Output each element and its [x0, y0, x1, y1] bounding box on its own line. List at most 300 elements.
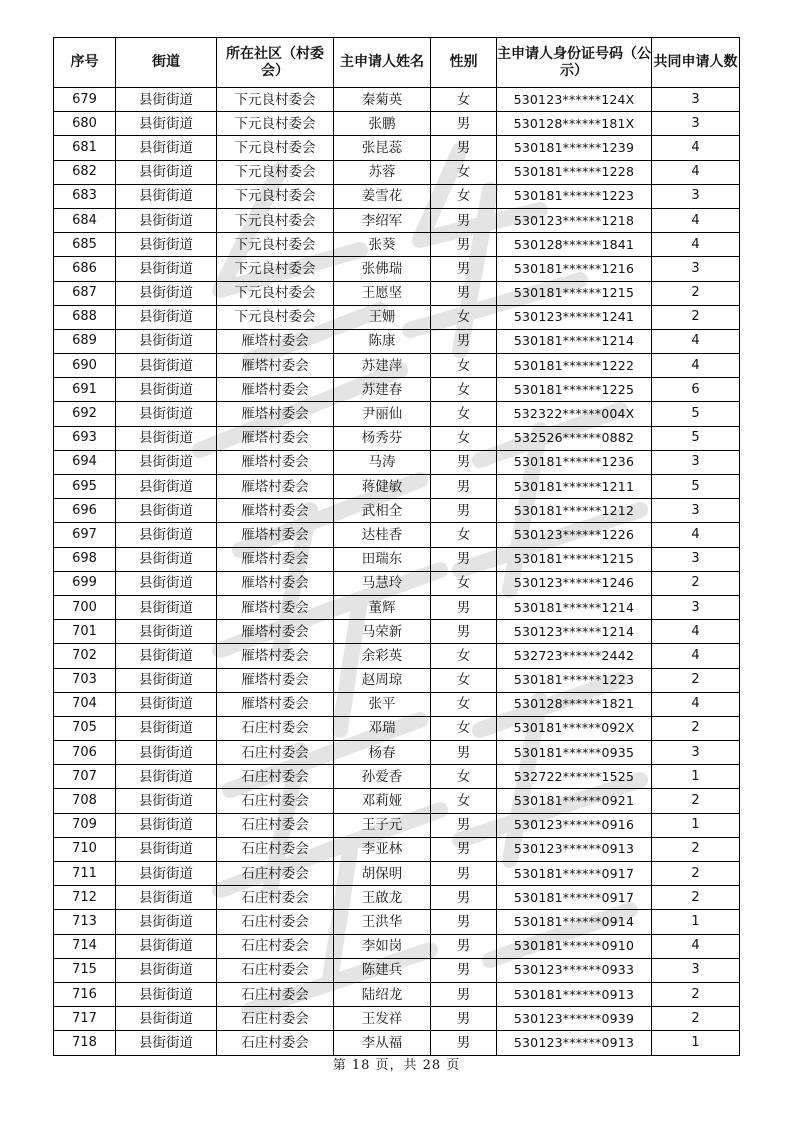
- cell-co-applicants: 2: [652, 886, 740, 910]
- table-row: [54, 571, 740, 595]
- cell-seq: 708: [54, 789, 116, 813]
- cell-street: 县街街道: [116, 378, 217, 402]
- cell-name: 孙爱香: [334, 765, 431, 789]
- cell-seq: 707: [54, 765, 116, 789]
- table-row: [54, 402, 740, 426]
- cell-name: 陈康: [334, 329, 431, 353]
- cell-seq: 713: [54, 910, 116, 934]
- cell-seq: 695: [54, 475, 116, 499]
- cell-street: 县街街道: [116, 571, 217, 595]
- table-row: [54, 910, 740, 934]
- cell-co-applicants: 2: [652, 789, 740, 813]
- cell-co-applicants: 2: [652, 305, 740, 329]
- cell-community: 下元良村委会: [217, 112, 334, 136]
- cell-street: 县街街道: [116, 354, 217, 378]
- cell-id-number: 530123******0916: [497, 813, 652, 837]
- cell-street: 县街街道: [116, 523, 217, 547]
- cell-community: 石庄村委会: [217, 1007, 334, 1031]
- cell-street: 县街街道: [116, 426, 217, 450]
- cell-co-applicants: 4: [652, 354, 740, 378]
- cell-gender: 女: [431, 765, 497, 789]
- cell-gender: 男: [431, 934, 497, 958]
- cell-street: 县街街道: [116, 716, 217, 740]
- header-street: 街道: [116, 38, 217, 88]
- cell-gender: 女: [431, 716, 497, 740]
- cell-community: 下元良村委会: [217, 233, 334, 257]
- cell-seq: 682: [54, 160, 116, 184]
- cell-co-applicants: 4: [652, 644, 740, 668]
- cell-id-number: 530123******0913: [497, 837, 652, 861]
- cell-community: 雁塔村委会: [217, 378, 334, 402]
- cell-name: 苏建萍: [334, 354, 431, 378]
- cell-name: 李绍军: [334, 208, 431, 232]
- cell-street: 县街街道: [116, 233, 217, 257]
- cell-street: 县街街道: [116, 329, 217, 353]
- cell-id-number: 530123******1241: [497, 305, 652, 329]
- cell-id-number: 530123******0913: [497, 1031, 652, 1055]
- cell-street: 县街街道: [116, 281, 217, 305]
- table-row: [54, 789, 740, 813]
- cell-co-applicants: 2: [652, 1007, 740, 1031]
- cell-seq: 718: [54, 1031, 116, 1055]
- cell-co-applicants: 3: [652, 184, 740, 208]
- cell-street: 县街街道: [116, 112, 217, 136]
- cell-seq: 684: [54, 208, 116, 232]
- cell-street: 县街街道: [116, 208, 217, 232]
- cell-gender: 男: [431, 741, 497, 765]
- cell-co-applicants: 4: [652, 620, 740, 644]
- cell-id-number: 530123******124X: [497, 88, 652, 112]
- cell-id-number: 530181******0917: [497, 862, 652, 886]
- cell-seq: 681: [54, 136, 116, 160]
- cell-community: 石庄村委会: [217, 837, 334, 861]
- header-gender: 性别: [431, 38, 497, 88]
- cell-name: 陈建兵: [334, 958, 431, 982]
- cell-community: 下元良村委会: [217, 160, 334, 184]
- cell-seq: 714: [54, 934, 116, 958]
- cell-id-number: 532722******1525: [497, 765, 652, 789]
- table-row: [54, 547, 740, 571]
- cell-id-number: 530181******0914: [497, 910, 652, 934]
- cell-seq: 716: [54, 982, 116, 1006]
- cell-seq: 715: [54, 958, 116, 982]
- cell-id-number: 530181******1212: [497, 499, 652, 523]
- cell-gender: 男: [431, 329, 497, 353]
- cell-co-applicants: 6: [652, 378, 740, 402]
- cell-gender: 女: [431, 644, 497, 668]
- table-row: [54, 958, 740, 982]
- cell-community: 雁塔村委会: [217, 644, 334, 668]
- cell-name: 陆绍龙: [334, 982, 431, 1006]
- cell-seq: 702: [54, 644, 116, 668]
- cell-street: 县街街道: [116, 886, 217, 910]
- cell-co-applicants: 5: [652, 426, 740, 450]
- cell-gender: 男: [431, 595, 497, 619]
- cell-seq: 686: [54, 257, 116, 281]
- cell-name: 张葵: [334, 233, 431, 257]
- cell-id-number: 530181******0910: [497, 934, 652, 958]
- cell-gender: 女: [431, 571, 497, 595]
- cell-community: 石庄村委会: [217, 982, 334, 1006]
- cell-street: 县街街道: [116, 644, 217, 668]
- cell-id-number: 530123******0933: [497, 958, 652, 982]
- cell-seq: 710: [54, 837, 116, 861]
- cell-name: 李亚林: [334, 837, 431, 861]
- cell-community: 雁塔村委会: [217, 354, 334, 378]
- cell-id-number: 532322******004X: [497, 402, 652, 426]
- cell-street: 县街街道: [116, 160, 217, 184]
- cell-street: 县街街道: [116, 813, 217, 837]
- cell-seq: 706: [54, 741, 116, 765]
- cell-community: 雁塔村委会: [217, 547, 334, 571]
- cell-seq: 694: [54, 450, 116, 474]
- cell-seq: 691: [54, 378, 116, 402]
- table-row: [54, 692, 740, 716]
- cell-community: 下元良村委会: [217, 136, 334, 160]
- cell-id-number: 530123******0939: [497, 1007, 652, 1031]
- cell-id-number: 530123******1246: [497, 571, 652, 595]
- cell-gender: 男: [431, 910, 497, 934]
- cell-community: 石庄村委会: [217, 741, 334, 765]
- cell-seq: 697: [54, 523, 116, 547]
- cell-id-number: 530181******1214: [497, 329, 652, 353]
- cell-seq: 699: [54, 571, 116, 595]
- cell-id-number: 530181******0917: [497, 886, 652, 910]
- cell-name: 杨春: [334, 741, 431, 765]
- cell-co-applicants: 2: [652, 837, 740, 861]
- cell-gender: 男: [431, 136, 497, 160]
- cell-gender: 女: [431, 668, 497, 692]
- cell-seq: 711: [54, 862, 116, 886]
- cell-street: 县街街道: [116, 136, 217, 160]
- cell-street: 县街街道: [116, 184, 217, 208]
- table-row: [54, 886, 740, 910]
- cell-id-number: 530181******0935: [497, 741, 652, 765]
- table-row: [54, 862, 740, 886]
- cell-id-number: 530181******0913: [497, 982, 652, 1006]
- cell-community: 雁塔村委会: [217, 450, 334, 474]
- cell-id-number: 530181******1239: [497, 136, 652, 160]
- cell-name: 王啟龙: [334, 886, 431, 910]
- table-row: [54, 741, 740, 765]
- cell-seq: 689: [54, 329, 116, 353]
- cell-street: 县街街道: [116, 499, 217, 523]
- cell-gender: 男: [431, 281, 497, 305]
- cell-community: 石庄村委会: [217, 862, 334, 886]
- cell-seq: 709: [54, 813, 116, 837]
- cell-gender: 男: [431, 1031, 497, 1055]
- table-body: [54, 88, 740, 1056]
- cell-seq: 687: [54, 281, 116, 305]
- cell-id-number: 530181******1211: [497, 475, 652, 499]
- cell-seq: 701: [54, 620, 116, 644]
- table-row: [54, 281, 740, 305]
- table-row: [54, 426, 740, 450]
- cell-co-applicants: 2: [652, 862, 740, 886]
- cell-id-number: 530181******1228: [497, 160, 652, 184]
- cell-seq: 692: [54, 402, 116, 426]
- cell-co-applicants: 1: [652, 765, 740, 789]
- cell-co-applicants: 4: [652, 692, 740, 716]
- header-applicant-name: 主申请人姓名: [334, 38, 431, 88]
- cell-gender: 女: [431, 523, 497, 547]
- table-row: [54, 475, 740, 499]
- cell-gender: 男: [431, 837, 497, 861]
- cell-seq: 705: [54, 716, 116, 740]
- table-row: [54, 934, 740, 958]
- cell-name: 姜雪花: [334, 184, 431, 208]
- cell-name: 李如岗: [334, 934, 431, 958]
- cell-street: 县街街道: [116, 741, 217, 765]
- cell-seq: 679: [54, 88, 116, 112]
- cell-name: 尹丽仙: [334, 402, 431, 426]
- cell-gender: 女: [431, 378, 497, 402]
- cell-seq: 703: [54, 668, 116, 692]
- cell-name: 张平: [334, 692, 431, 716]
- header-community: 所在社区（村委会）: [217, 38, 334, 88]
- cell-gender: 男: [431, 475, 497, 499]
- cell-id-number: 530128******181X: [497, 112, 652, 136]
- cell-name: 张佛瑞: [334, 257, 431, 281]
- cell-community: 石庄村委会: [217, 958, 334, 982]
- table-row: [54, 208, 740, 232]
- table-row: [54, 305, 740, 329]
- cell-street: 县街街道: [116, 257, 217, 281]
- cell-community: 雁塔村委会: [217, 329, 334, 353]
- cell-community: 石庄村委会: [217, 910, 334, 934]
- cell-name: 武相全: [334, 499, 431, 523]
- cell-street: 县街街道: [116, 765, 217, 789]
- cell-community: 下元良村委会: [217, 208, 334, 232]
- cell-name: 王愿坚: [334, 281, 431, 305]
- cell-street: 县街街道: [116, 475, 217, 499]
- table-row: [54, 765, 740, 789]
- cell-name: 秦菊英: [334, 88, 431, 112]
- table-row: [54, 329, 740, 353]
- cell-co-applicants: 4: [652, 233, 740, 257]
- cell-community: 雁塔村委会: [217, 692, 334, 716]
- cell-gender: 女: [431, 426, 497, 450]
- cell-co-applicants: 4: [652, 523, 740, 547]
- cell-street: 县街街道: [116, 862, 217, 886]
- cell-name: 王姗: [334, 305, 431, 329]
- cell-gender: 男: [431, 547, 497, 571]
- cell-id-number: 532723******2442: [497, 644, 652, 668]
- cell-gender: 男: [431, 450, 497, 474]
- cell-co-applicants: 2: [652, 281, 740, 305]
- cell-name: 苏建春: [334, 378, 431, 402]
- cell-name: 董辉: [334, 595, 431, 619]
- cell-name: 田瑞东: [334, 547, 431, 571]
- cell-community: 石庄村委会: [217, 1031, 334, 1055]
- cell-name: 马荣新: [334, 620, 431, 644]
- cell-gender: 女: [431, 160, 497, 184]
- cell-seq: 712: [54, 886, 116, 910]
- cell-co-applicants: 3: [652, 741, 740, 765]
- cell-id-number: 530181******0921: [497, 789, 652, 813]
- cell-street: 县街街道: [116, 934, 217, 958]
- cell-id-number: 530123******1226: [497, 523, 652, 547]
- cell-street: 县街街道: [116, 692, 217, 716]
- cell-id-number: 530123******1218: [497, 208, 652, 232]
- cell-seq: 698: [54, 547, 116, 571]
- cell-gender: 男: [431, 208, 497, 232]
- cell-community: 雁塔村委会: [217, 426, 334, 450]
- cell-name: 余彩英: [334, 644, 431, 668]
- cell-id-number: 530181******1222: [497, 354, 652, 378]
- header-id-number: 主申请人身份证号码（公示）: [497, 38, 652, 88]
- table-row: [54, 1031, 740, 1055]
- cell-id-number: 530181******1216: [497, 257, 652, 281]
- cell-co-applicants: 3: [652, 958, 740, 982]
- cell-id-number: 530181******1223: [497, 184, 652, 208]
- cell-co-applicants: 3: [652, 547, 740, 571]
- cell-community: 下元良村委会: [217, 88, 334, 112]
- cell-co-applicants: 3: [652, 112, 740, 136]
- header-row: [54, 38, 740, 88]
- cell-street: 县街街道: [116, 620, 217, 644]
- cell-gender: 女: [431, 402, 497, 426]
- cell-street: 县街街道: [116, 595, 217, 619]
- cell-co-applicants: 1: [652, 910, 740, 934]
- cell-gender: 男: [431, 813, 497, 837]
- table-row: [54, 499, 740, 523]
- cell-id-number: 530128******1821: [497, 692, 652, 716]
- cell-street: 县街街道: [116, 450, 217, 474]
- cell-name: 张鹏: [334, 112, 431, 136]
- cell-community: 石庄村委会: [217, 934, 334, 958]
- table-row: [54, 523, 740, 547]
- cell-name: 胡保明: [334, 862, 431, 886]
- cell-street: 县街街道: [116, 305, 217, 329]
- cell-co-applicants: 4: [652, 934, 740, 958]
- cell-co-applicants: 2: [652, 668, 740, 692]
- cell-community: 石庄村委会: [217, 789, 334, 813]
- cell-seq: 717: [54, 1007, 116, 1031]
- table-row: [54, 450, 740, 474]
- cell-id-number: 530181******1225: [497, 378, 652, 402]
- cell-id-number: 530181******092X: [497, 716, 652, 740]
- cell-seq: 700: [54, 595, 116, 619]
- cell-gender: 男: [431, 112, 497, 136]
- cell-seq: 696: [54, 499, 116, 523]
- cell-name: 王发祥: [334, 1007, 431, 1031]
- cell-id-number: 530181******1215: [497, 281, 652, 305]
- cell-seq: 688: [54, 305, 116, 329]
- cell-co-applicants: 3: [652, 595, 740, 619]
- cell-community: 雁塔村委会: [217, 402, 334, 426]
- cell-street: 县街街道: [116, 402, 217, 426]
- cell-street: 县街街道: [116, 789, 217, 813]
- cell-co-applicants: 2: [652, 716, 740, 740]
- table-row: [54, 88, 740, 112]
- cell-id-number: 530181******1236: [497, 450, 652, 474]
- cell-street: 县街街道: [116, 910, 217, 934]
- cell-name: 杨秀芬: [334, 426, 431, 450]
- cell-co-applicants: 2: [652, 571, 740, 595]
- cell-community: 石庄村委会: [217, 765, 334, 789]
- cell-street: 县街街道: [116, 837, 217, 861]
- cell-co-applicants: 4: [652, 208, 740, 232]
- cell-gender: 男: [431, 233, 497, 257]
- cell-community: 下元良村委会: [217, 184, 334, 208]
- cell-community: 下元良村委会: [217, 257, 334, 281]
- cell-community: 下元良村委会: [217, 305, 334, 329]
- cell-gender: 男: [431, 862, 497, 886]
- cell-co-applicants: 1: [652, 1031, 740, 1055]
- cell-co-applicants: 5: [652, 402, 740, 426]
- cell-name: 王子元: [334, 813, 431, 837]
- cell-name: 苏蓉: [334, 160, 431, 184]
- cell-community: 雁塔村委会: [217, 523, 334, 547]
- cell-name: 邓莉娅: [334, 789, 431, 813]
- cell-gender: 男: [431, 982, 497, 1006]
- table-row: [54, 112, 740, 136]
- cell-gender: 男: [431, 886, 497, 910]
- header-co-applicants: 共同申请人数: [652, 38, 740, 88]
- cell-co-applicants: 2: [652, 982, 740, 1006]
- table-row: [54, 668, 740, 692]
- table-row: [54, 644, 740, 668]
- cell-street: 县街街道: [116, 1031, 217, 1055]
- cell-gender: 女: [431, 305, 497, 329]
- cell-seq: 683: [54, 184, 116, 208]
- cell-street: 县街街道: [116, 88, 217, 112]
- table-header: [54, 38, 740, 88]
- cell-name: 达桂香: [334, 523, 431, 547]
- cell-name: 张昆蕊: [334, 136, 431, 160]
- cell-name: 蒋健敏: [334, 475, 431, 499]
- cell-name: 赵周琼: [334, 668, 431, 692]
- table-row: [54, 184, 740, 208]
- cell-id-number: 530181******1223: [497, 668, 652, 692]
- cell-gender: 男: [431, 257, 497, 281]
- table-row: [54, 354, 740, 378]
- cell-name: 邓瑞: [334, 716, 431, 740]
- cell-co-applicants: 3: [652, 257, 740, 281]
- header-seq: 序号: [54, 38, 116, 88]
- table-row: [54, 813, 740, 837]
- cell-community: 石庄村委会: [217, 716, 334, 740]
- cell-community: 雁塔村委会: [217, 571, 334, 595]
- cell-gender: 女: [431, 692, 497, 716]
- table-row: [54, 1007, 740, 1031]
- cell-co-applicants: 1: [652, 813, 740, 837]
- cell-name: 李从福: [334, 1031, 431, 1055]
- cell-community: 雁塔村委会: [217, 620, 334, 644]
- table-row: [54, 136, 740, 160]
- cell-name: 马慧玲: [334, 571, 431, 595]
- cell-gender: 女: [431, 184, 497, 208]
- cell-id-number: 532526******0882: [497, 426, 652, 450]
- cell-seq: 690: [54, 354, 116, 378]
- cell-co-applicants: 4: [652, 329, 740, 353]
- cell-street: 县街街道: [116, 982, 217, 1006]
- table-row: [54, 160, 740, 184]
- cell-id-number: 530181******1215: [497, 547, 652, 571]
- cell-co-applicants: 4: [652, 136, 740, 160]
- cell-co-applicants: 5: [652, 475, 740, 499]
- table-row: [54, 378, 740, 402]
- table-row: [54, 716, 740, 740]
- cell-co-applicants: 3: [652, 499, 740, 523]
- cell-seq: 704: [54, 692, 116, 716]
- cell-co-applicants: 3: [652, 88, 740, 112]
- cell-gender: 男: [431, 1007, 497, 1031]
- cell-gender: 女: [431, 354, 497, 378]
- applicant-table: [53, 37, 740, 1056]
- cell-community: 雁塔村委会: [217, 668, 334, 692]
